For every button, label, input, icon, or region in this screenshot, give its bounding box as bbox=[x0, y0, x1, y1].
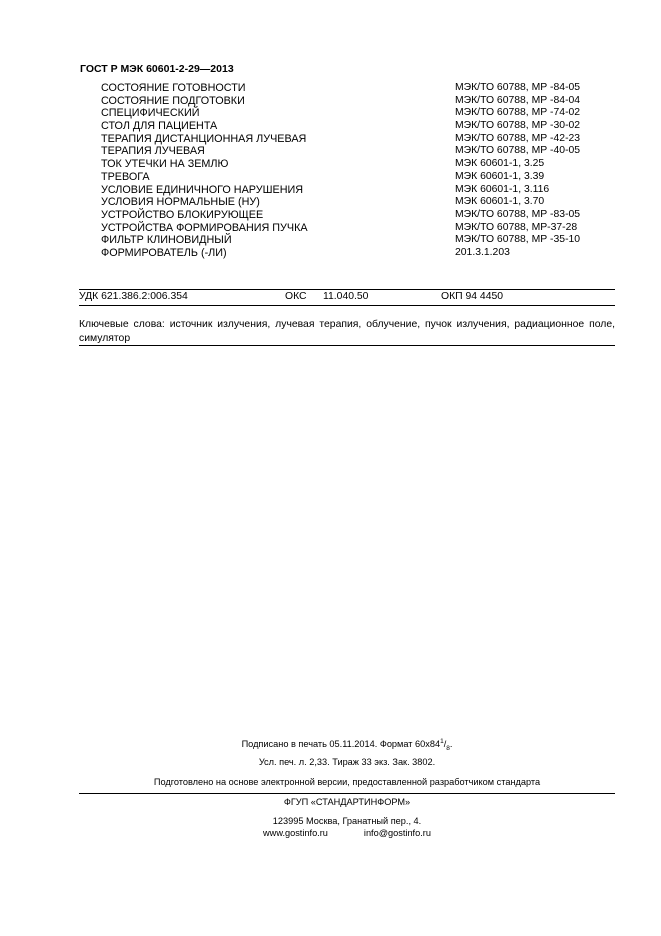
term-name: УСЛОВИЕ ЕДИНИЧНОГО НАРУШЕНИЯ bbox=[101, 183, 304, 196]
term-reference: МЭК/ТО 60788, МР -74-02 bbox=[455, 107, 581, 119]
term-reference: МЭК 60601-1, 3.116 bbox=[455, 183, 550, 195]
term-row bbox=[101, 209, 601, 222]
signed-for-print: Подписано в печать 05.11.2014. Формат $60x84^1/_8$. bbox=[241, 738, 453, 752]
term-row bbox=[101, 82, 601, 95]
classification-bottom-rule bbox=[79, 305, 615, 306]
term-reference: МЭК 60601-1, 3.25 bbox=[455, 158, 545, 170]
term-name: СТОЛ ДЛЯ ПАЦИЕНТА bbox=[101, 120, 218, 133]
oks-label: ОКС bbox=[285, 291, 307, 302]
term-name: СОСТОЯНИЕ ПОДГОТОВКИ bbox=[101, 94, 245, 107]
udk-code: УДК 621.386.2:006.354 bbox=[79, 291, 188, 302]
term-reference: МЭК/ТО 60788, МР -42-23 bbox=[455, 132, 581, 144]
publisher-address: 123995 Москва, Гранатный пер., 4. bbox=[272, 816, 422, 826]
term-row bbox=[101, 107, 601, 120]
terms-index bbox=[101, 82, 601, 260]
term-row bbox=[101, 234, 601, 247]
term-name: СОСТОЯНИЕ ГОТОВНОСТИ bbox=[101, 82, 246, 94]
signed-suffix: . bbox=[449, 739, 453, 750]
website-link[interactable]: www.gostinfo.ru bbox=[263, 828, 328, 838]
term-row bbox=[101, 171, 601, 184]
classification-top-rule bbox=[79, 289, 615, 290]
format-numerator: 1 bbox=[440, 738, 444, 745]
term-reference: МЭК/ТО 60788, МР -83-05 bbox=[455, 208, 581, 220]
term-reference: МЭК 60601-1, 3.70 bbox=[455, 196, 545, 208]
term-row bbox=[101, 196, 601, 209]
term-reference: МЭК/ТО 60788, МР -35-10 bbox=[455, 234, 581, 246]
term-name: УСЛОВИЯ НОРМАЛЬНЫЕ (НУ) bbox=[101, 196, 260, 209]
okp-code: ОКП 94 4450 bbox=[441, 291, 504, 302]
term-name: ТОК УТЕЧКИ НА ЗЕМЛЮ bbox=[101, 158, 229, 171]
term-row bbox=[101, 95, 601, 108]
format-denominator: 8 bbox=[446, 744, 450, 752]
term-name: ФОРМИРОВАТЕЛЬ (-ЛИ) bbox=[101, 246, 227, 259]
term-name: ФИЛЬТР КЛИНОВИДНЫЙ bbox=[101, 234, 232, 247]
term-row bbox=[101, 184, 601, 197]
term-row bbox=[101, 247, 601, 260]
term-reference: МЭК/ТО 60788, МР -84-05 bbox=[455, 82, 581, 93]
prepared-note: Подготовлено на основе электронной версии, предоставленной разработчиком стандарта bbox=[153, 777, 541, 787]
keywords-bottom-rule bbox=[79, 345, 615, 346]
keywords-paragraph: Ключевые слова: источник излучения, лучевая терапия, облучение, пучок излучения, радиационное поле, симулятор bbox=[79, 319, 615, 344]
term-row bbox=[101, 133, 601, 146]
term-row bbox=[101, 120, 601, 133]
oks-code: 11.040.50 bbox=[323, 291, 369, 302]
term-row bbox=[101, 145, 601, 158]
term-reference: МЭК 60601-1, 3.39 bbox=[455, 170, 545, 182]
term-name: ТЕРАПИЯ ЛУЧЕВАЯ bbox=[101, 145, 205, 158]
term-reference: МЭК/ТО 60788, МР -84-04 bbox=[455, 94, 581, 106]
term-row bbox=[101, 222, 601, 235]
term-row bbox=[101, 158, 601, 171]
term-name: ТРЕВОГА bbox=[101, 170, 150, 183]
term-name: СПЕЦИФИЧЕСКИЙ bbox=[101, 107, 200, 120]
email-link[interactable]: info@gostinfo.ru bbox=[363, 828, 431, 838]
term-reference: МЭК/ТО 60788, МР -30-02 bbox=[455, 120, 581, 132]
term-name: УСТРОЙСТВА ФОРМИРОВАНИЯ ПУЧКА bbox=[101, 221, 308, 234]
publisher-name: ФГУП «СТАНДАРТИНФОРМ» bbox=[283, 797, 411, 807]
imprint-rule bbox=[79, 793, 615, 794]
signed-text: Подписано в печать 05.11.2014. Формат 60x84 bbox=[241, 739, 441, 750]
term-name: УСТРОЙСТВО БЛОКИРУЮЩЕЕ bbox=[101, 208, 264, 221]
term-name: ТЕРАПИЯ ДИСТАНЦИОННАЯ ЛУЧЕВАЯ bbox=[101, 132, 307, 145]
term-reference: МЭК/ТО 60788, МР-37-28 bbox=[455, 221, 578, 233]
document-header: ГОСТ Р МЭК 60601-2-29—2013 bbox=[80, 63, 234, 75]
term-reference: МЭК/ТО 60788, МР -40-05 bbox=[455, 145, 581, 157]
print-info: Усл. печ. л. 2,33. Тираж 33 экз. Зак. 3802. bbox=[258, 757, 436, 767]
term-reference: 201.3.1.203 bbox=[455, 246, 510, 258]
publisher-contacts bbox=[79, 828, 615, 838]
